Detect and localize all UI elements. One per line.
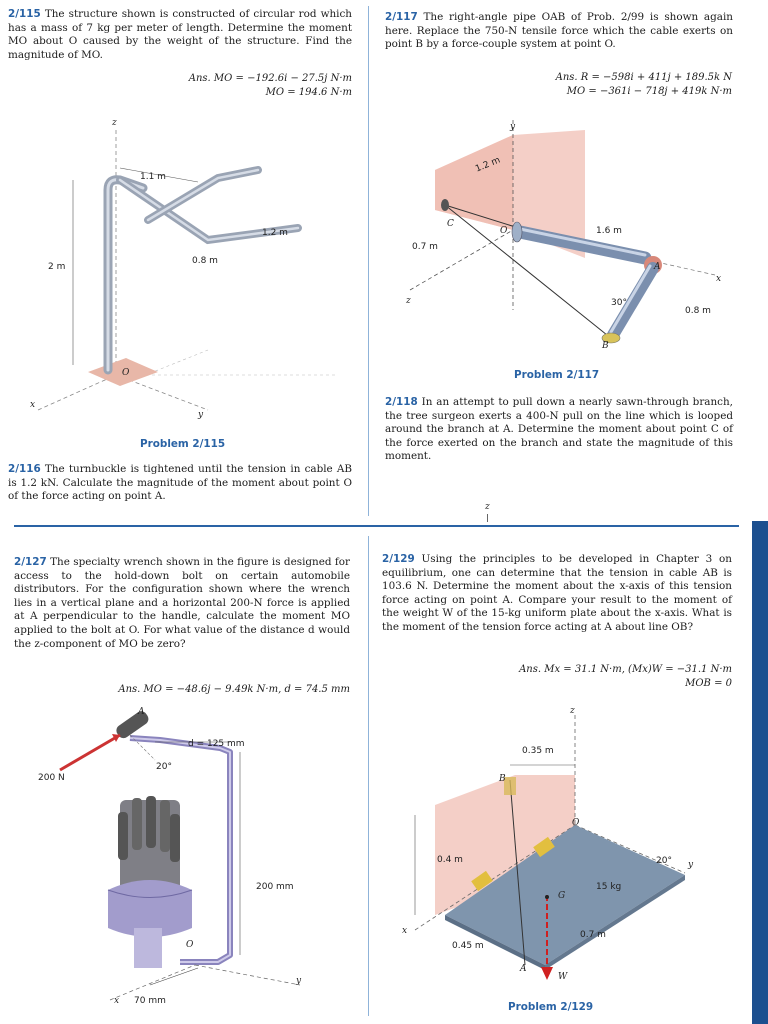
- point-label-b: B: [499, 774, 506, 784]
- dimension-label: 0.35 m: [522, 746, 554, 756]
- dimension-label: d = 125 mm: [188, 739, 245, 749]
- problem-body: The turnbuckle is tightened until the tension in cable AB is 1.2 kN. Calculate the magnitude of the moment about point O of the force acting on point A.: [8, 463, 352, 503]
- answer-line: Ans. MO = −192.6i − 27.5j N·m: [188, 73, 352, 84]
- figure-caption: Problem 2/129: [508, 1001, 594, 1013]
- answer-line: Ans. Mx = 31.1 N·m, (Mx)W = −31.1 N·m: [519, 664, 732, 675]
- problem-2-116-text: [8, 463, 352, 517]
- problem-number: 2/127: [14, 556, 47, 568]
- axis-label-y: y: [688, 860, 694, 870]
- point-label-o: O: [186, 940, 194, 950]
- axis-label-z: z: [485, 502, 490, 512]
- answer-line: Ans. R = −598i + 411j + 189.5k N: [555, 72, 732, 83]
- dimension-label: 0.7 m: [580, 930, 606, 940]
- axis-label-x: x: [402, 926, 408, 936]
- problem-2-117-text: [385, 11, 733, 52]
- axis-label-z: z: [570, 706, 575, 716]
- problem-2-129-answer: [430, 663, 732, 690]
- angle-label: 20°: [156, 762, 172, 772]
- problem-body: The structure shown is constructed of circular rod which has a mass of 7 kg per meter of length. Determine the moment MO about O caused by the weight of the structure. Find the magnitude of MO.: [8, 8, 352, 61]
- problem-number: 2/117: [385, 11, 418, 23]
- weight-label: W: [558, 972, 568, 982]
- axis-label-y: y: [296, 976, 302, 986]
- problem-2-115-text: [8, 8, 352, 62]
- dimension-label: 0.8 m: [685, 306, 711, 316]
- dimension-label: 2 m: [48, 262, 66, 272]
- dimension-label: 1.6 m: [596, 226, 622, 236]
- problem-body: Using the principles to be developed in Chapter 3 on equilibrium, one can determine that the tension in cable AB is 103.6 N. Determine the moment about the x-axis of this tension force acting on point A. Compare your result to the moment of the weight W of the 15-kg uniform plate about the x-axis. What is the moment of the tension force acting at A about line OB?: [382, 553, 733, 633]
- problem-2-127-text: [14, 556, 350, 651]
- dimension-label: 0.8 m: [192, 256, 218, 266]
- axis-label-z: z: [406, 296, 411, 306]
- axis-label-y: y: [198, 410, 204, 420]
- problem-2-129-text: [382, 553, 732, 635]
- problem-body: The right-angle pipe OAB of Prob. 2/99 is shown again here. Replace the 750-N tensile force which the cable exerts on point B by a force-couple system at point O.: [385, 11, 733, 51]
- problem-number: 2/118: [385, 396, 418, 408]
- page-edge-tab: [752, 521, 768, 1024]
- point-label-a: A: [654, 262, 661, 272]
- point-label-o: O: [572, 818, 580, 828]
- axis-label-y: y: [510, 122, 516, 132]
- point-label-o: O: [122, 368, 130, 378]
- problem-2-118-text: [385, 396, 733, 464]
- point-label-a: A: [520, 964, 527, 974]
- dimension-label: 0.4 m: [437, 855, 463, 865]
- angle-label: 20°: [656, 856, 672, 866]
- point-label-g: G: [558, 891, 566, 901]
- problem-2-115-answer: [120, 72, 352, 99]
- mass-label: 15 kg: [596, 882, 622, 892]
- axis-label-x: x: [114, 996, 120, 1006]
- problem-2-117-answer: [470, 71, 732, 98]
- answer-line: Ans. MO = −48.6j − 9.49k N·m, d = 74.5 mm: [118, 684, 350, 695]
- column-divider: [368, 536, 369, 1016]
- answer-line: MO = 194.6 N·m: [265, 86, 352, 98]
- section-divider: [14, 525, 739, 527]
- axis-label-x: x: [30, 400, 36, 410]
- problem-number: 2/116: [8, 463, 41, 475]
- dimension-label: 0.45 m: [452, 941, 484, 951]
- dimension-label: 1.1 m: [140, 172, 166, 182]
- point-label-o: O: [500, 226, 508, 236]
- answer-line: MOB = 0: [685, 677, 732, 689]
- point-label-c: C: [447, 219, 454, 229]
- dimension-label: 0.7 m: [412, 242, 438, 252]
- angle-label: 30°: [611, 298, 627, 308]
- figure-2-115: [8, 110, 368, 440]
- z-axis-stub: [487, 514, 488, 522]
- figure-caption: Problem 2/117: [514, 369, 600, 381]
- problem-2-127-answer: [60, 683, 350, 697]
- problem-body: The specialty wrench shown in the figure is designed for access to the hold-down bolt on certain automobile distributors. For the configuration shown where the wrench lies in a vertical plane and a horizontal 200-N force is applied at A perpendicular to the handle, calculate the moment MO applied to the bolt at O. For what value of the distance d would the z-component of MO be zero?: [14, 556, 350, 650]
- axis-label-z: z: [112, 118, 117, 128]
- figure-2-117: [395, 110, 745, 370]
- point-label-b: B: [602, 341, 609, 351]
- figure-caption: Problem 2/115: [140, 438, 226, 450]
- dimension-label: 200 mm: [256, 882, 294, 892]
- point-label-a: A: [138, 707, 145, 717]
- problem-body: In an attempt to pull down a nearly sawn-through branch, the tree surgeon exerts a 400-N pull on the line which is looped around the branch at A. Determine the moment about point C of the force exerted on the branch and state the magnitude of this moment.: [385, 396, 733, 463]
- answer-line: MO = −361i − 718j + 419k N·m: [566, 85, 732, 97]
- problem-number: 2/129: [382, 553, 415, 565]
- problem-number: 2/115: [8, 8, 41, 20]
- column-divider: [368, 6, 369, 516]
- dimension-label: 1.2 m: [262, 228, 288, 238]
- force-label: 200 N: [38, 773, 65, 783]
- axis-label-x: x: [716, 274, 722, 284]
- dimension-label: 1.2 m: [474, 155, 502, 175]
- dimension-label: 70 mm: [134, 996, 166, 1006]
